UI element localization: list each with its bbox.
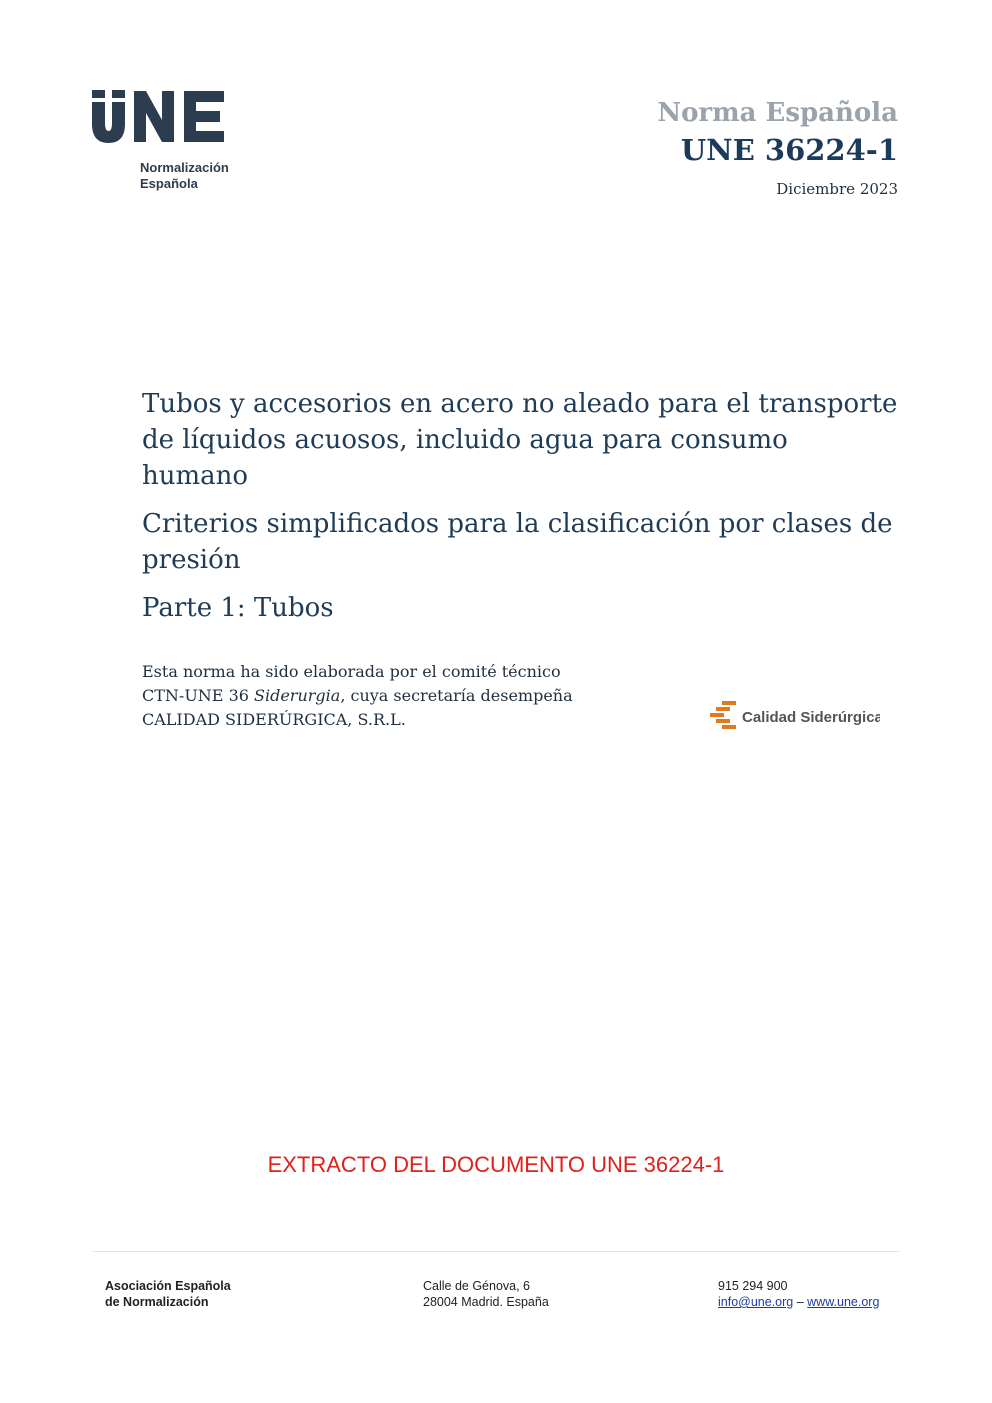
extract-notice: EXTRACTO DEL DOCUMENTO UNE 36224-1: [267, 1152, 725, 1177]
standard-code: UNE 36224-1: [680, 133, 898, 167]
standard-titles: [142, 386, 902, 626]
logo-subtitle-line2: Española: [140, 176, 198, 191]
committee-code: CTN-UNE 36: [142, 686, 255, 705]
standard-part: Parte 1: Tubos: [142, 593, 334, 623]
standard-subtitle: Criterios simplificados para la clasificación por clases de presión: [142, 509, 893, 575]
calidad-siderurgica-logo: [710, 700, 880, 734]
committee-note: [142, 660, 573, 732]
une-logo-mark: [92, 90, 232, 150]
footer-divider: [93, 1251, 899, 1252]
footer-address: [423, 1278, 549, 1310]
norma-label: Norma Española: [657, 98, 898, 128]
standard-title: Tubos y accesorios en acero no aleado para el transporte de líquidos acuosos, incluido agua para consumo humano: [142, 389, 898, 491]
calidad-siderurgica-text: Calidad Siderúrgica: [742, 709, 880, 726]
committee-line1: Esta norma ha sido elaborada por el comité técnico: [142, 662, 561, 681]
document-header: [657, 96, 898, 198]
footer-address-line2: 28004 Madrid. España: [423, 1295, 549, 1309]
calidad-siderurgica-mark: [710, 700, 880, 730]
footer-organization: [105, 1278, 231, 1310]
footer-links: [718, 1294, 879, 1310]
logo-subtitle: [140, 160, 229, 192]
footer-phone: 915 294 900: [718, 1279, 788, 1293]
footer-address-line1: Calle de Génova, 6: [423, 1279, 531, 1293]
footer-org-line1: Asociación Española: [105, 1279, 231, 1293]
committee-suffix: , cuya secretaría desempeña: [340, 686, 573, 705]
footer-contact: [718, 1278, 879, 1310]
une-logo: [92, 90, 242, 191]
committee-line2: [142, 684, 573, 708]
email-link[interactable]: info@une.org: [718, 1295, 794, 1309]
website-link[interactable]: www.une.org: [807, 1295, 880, 1309]
committee-name: Siderurgia: [254, 686, 341, 705]
committee-line3: CALIDAD SIDERÚRGICA, S.R.L.: [142, 710, 406, 729]
publication-date: Diciembre 2023: [776, 180, 898, 198]
logo-subtitle-line1: Normalización: [140, 160, 229, 175]
footer-org-line2: de Normalización: [105, 1295, 209, 1309]
footer-separator: –: [793, 1295, 808, 1309]
